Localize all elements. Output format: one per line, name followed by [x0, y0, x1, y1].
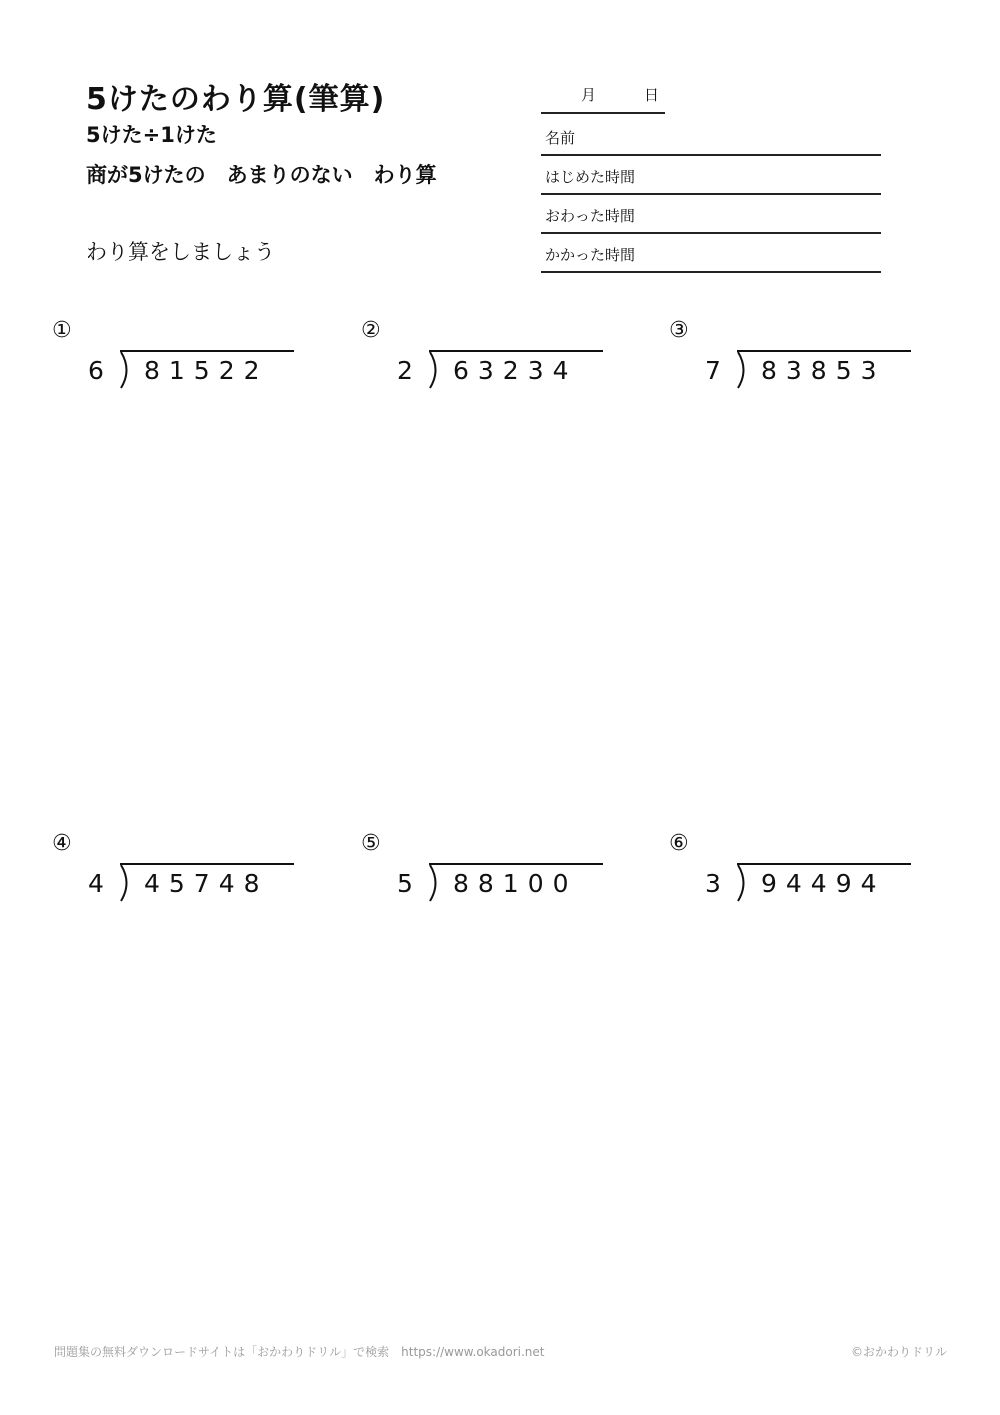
problem-number: ③: [669, 318, 689, 343]
problem-2: [361, 318, 621, 398]
divisor: 7: [705, 356, 721, 385]
division-bracket-icon: [729, 350, 759, 390]
division-bracket-icon: [421, 863, 451, 903]
division-bar: [737, 863, 911, 865]
division-bar: [737, 350, 911, 352]
division-bar: [429, 863, 603, 865]
footer-site-link[interactable]: 問題集の無料ダウンロードサイトは「おかわりドリル」で検索 https://www.okadori.net: [54, 1345, 545, 1359]
divisor: 4: [88, 869, 104, 898]
division-bar: [429, 350, 603, 352]
problem-number: ①: [52, 318, 72, 343]
problem-6: [669, 831, 929, 911]
footer-copyright: ©おかわりドリル: [851, 1345, 948, 1359]
day-label: 日: [644, 86, 660, 104]
divisor: 2: [397, 356, 413, 385]
worksheet-subtitle: 5けた÷1けた: [86, 123, 217, 147]
problem-number: ④: [52, 831, 72, 856]
instruction-text: わり算をしましょう: [86, 240, 275, 264]
name-field[interactable]: [541, 116, 881, 156]
elapsed-time-field[interactable]: [541, 233, 881, 273]
problem-1: [52, 318, 312, 398]
dividend: 94494: [761, 869, 886, 898]
problem-number: ②: [361, 318, 381, 343]
problem-4: [52, 831, 312, 911]
worksheet-title: 5けたのわり算(筆算): [86, 82, 386, 117]
divisor: 3: [705, 869, 721, 898]
divisor: 6: [88, 356, 104, 385]
dividend: 83853: [761, 356, 886, 385]
start-time-field[interactable]: [541, 155, 881, 195]
dividend: 88100: [453, 869, 578, 898]
date-field[interactable]: [541, 78, 665, 114]
divisor: 5: [397, 869, 413, 898]
division-bracket-icon: [112, 350, 142, 390]
division-bar: [120, 863, 294, 865]
end-time-field[interactable]: [541, 194, 881, 234]
dividend: 81522: [144, 356, 269, 385]
month-label: 月: [581, 86, 597, 104]
problem-5: [361, 831, 621, 911]
start-time-label: はじめた時間: [545, 168, 636, 186]
problem-number: ⑤: [361, 831, 381, 856]
division-bracket-icon: [112, 863, 142, 903]
dividend: 63234: [453, 356, 578, 385]
division-bracket-icon: [421, 350, 451, 390]
name-label: 名前: [545, 129, 576, 147]
division-bar: [120, 350, 294, 352]
problem-number: ⑥: [669, 831, 689, 856]
dividend: 45748: [144, 869, 269, 898]
worksheet-condition: 商が5けたの あまりのない わり算: [86, 163, 437, 187]
division-bracket-icon: [729, 863, 759, 903]
problem-3: [669, 318, 929, 398]
elapsed-time-label: かかった時間: [545, 246, 636, 264]
end-time-label: おわった時間: [545, 207, 635, 225]
